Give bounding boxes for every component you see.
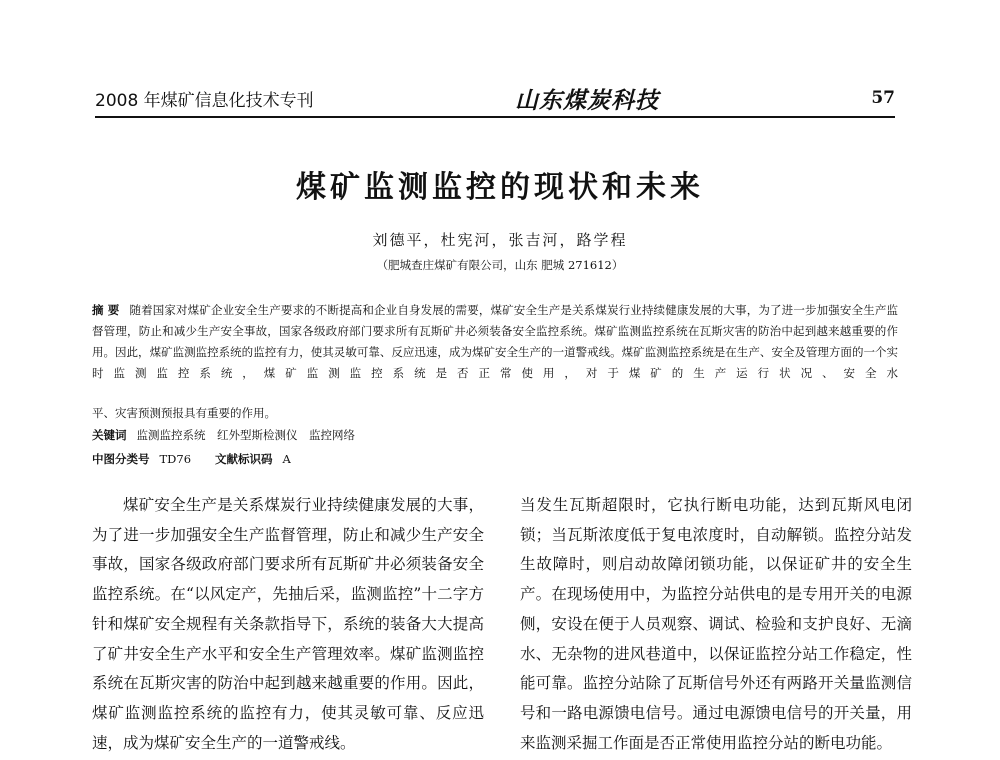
journal-name: 山东煤炭科技: [515, 87, 659, 114]
body-paragraph-left: 煤矿安全生产是关系煤炭行业持续健康发展的大事，为了进一步加强安全生产监督管理，防止和减少生产安全事故，国家各级政府部门要求所有瓦斯矿井必须装备安全监控系统。在“以风定产，先抽后采，监测监控”十二字方针和煤矿安全规程有关条款指导下，系统的装备大大提高了矿井安全生产水平和安全生产管理效率。煤矿监测监控系统在瓦斯灾害的防治中起到越来越重要的作用。因此，煤矿监测监控系统的监控有力，使其灵敏可靠、反应迅速，成为煤矿安全生产的一道警戒线。: [92, 496, 484, 752]
page-header: [95, 84, 895, 114]
doc-code-label: 文献标识码: [215, 452, 273, 466]
affiliation: （肥城查庄煤矿有限公司，山东 肥城 271612）: [376, 258, 624, 272]
page-number: 57: [871, 88, 895, 108]
clc-code: TD76: [159, 452, 192, 466]
abstract: [92, 300, 898, 384]
journal-issue: 2008 年煤矿信息化技术专刊: [95, 91, 314, 111]
body-left-column: [92, 491, 484, 758]
article-title: 煤矿监测监控的现状和未来: [296, 170, 704, 205]
header-rule: [95, 116, 895, 118]
body-paragraph-right: 当发生瓦斯超限时，它执行断电功能，达到瓦斯风电闭锁；当瓦斯浓度低于复电浓度时，自动解锁。监控分站发生故障时，则启动故障闭锁功能，以保证矿井的安全生产。在现场使用中，为监控分站供电的是专用开关的电源侧，安设在便于人员观察、调试、检验和支护良好、无滴水、无杂物的进风巷道中，以保证监控分站工作稳定，性能可靠。监控分站除了瓦斯信号外还有两路开关量监测信号和一路电源馈电信号。通过电源馈电信号的开关量，用来监测采掘工作面是否正常使用监控分站的断电功能。: [520, 496, 912, 752]
clc-label: 中图分类号: [92, 452, 150, 466]
keywords-label: 关键词: [92, 428, 127, 442]
abstract-label: 摘 要: [92, 303, 120, 317]
abstract-text: 随着国家对煤矿企业安全生产要求的不断提高和企业自身发展的需要，煤矿安全生产是关系煤炭行业持续健康发展的大事，为了进一步加强安全生产监督管理，防止和减少生产安全事故，国家各级政府部门要求所有瓦斯矿井必须装备安全监控系统。煤矿监测监控系统在瓦斯灾害的防治中起到越来越重要的作用。因此，煤矿监测监控系统的监控有力，使其灵敏可靠、反应迅速，成为煤矿安全生产的一道警戒线。煤矿监测监控系统是在生产、安全及管理方面的一个实时监测监控系统，煤矿监测监控系统是否正常使用，对于煤矿的生产运行状况、安全水: [92, 303, 898, 380]
keywords: [92, 427, 355, 443]
classification: [92, 451, 291, 467]
doc-code: A: [282, 452, 291, 466]
abstract-last-line: 平、灾害预测预报具有重要的作用。: [92, 406, 276, 420]
body-right-column: [520, 491, 912, 758]
keywords-text: 监测监控系统 红外型斯检测仪 监控网络: [136, 428, 355, 442]
authors: 刘德平，杜宪河，张吉河，路学程: [372, 231, 628, 249]
